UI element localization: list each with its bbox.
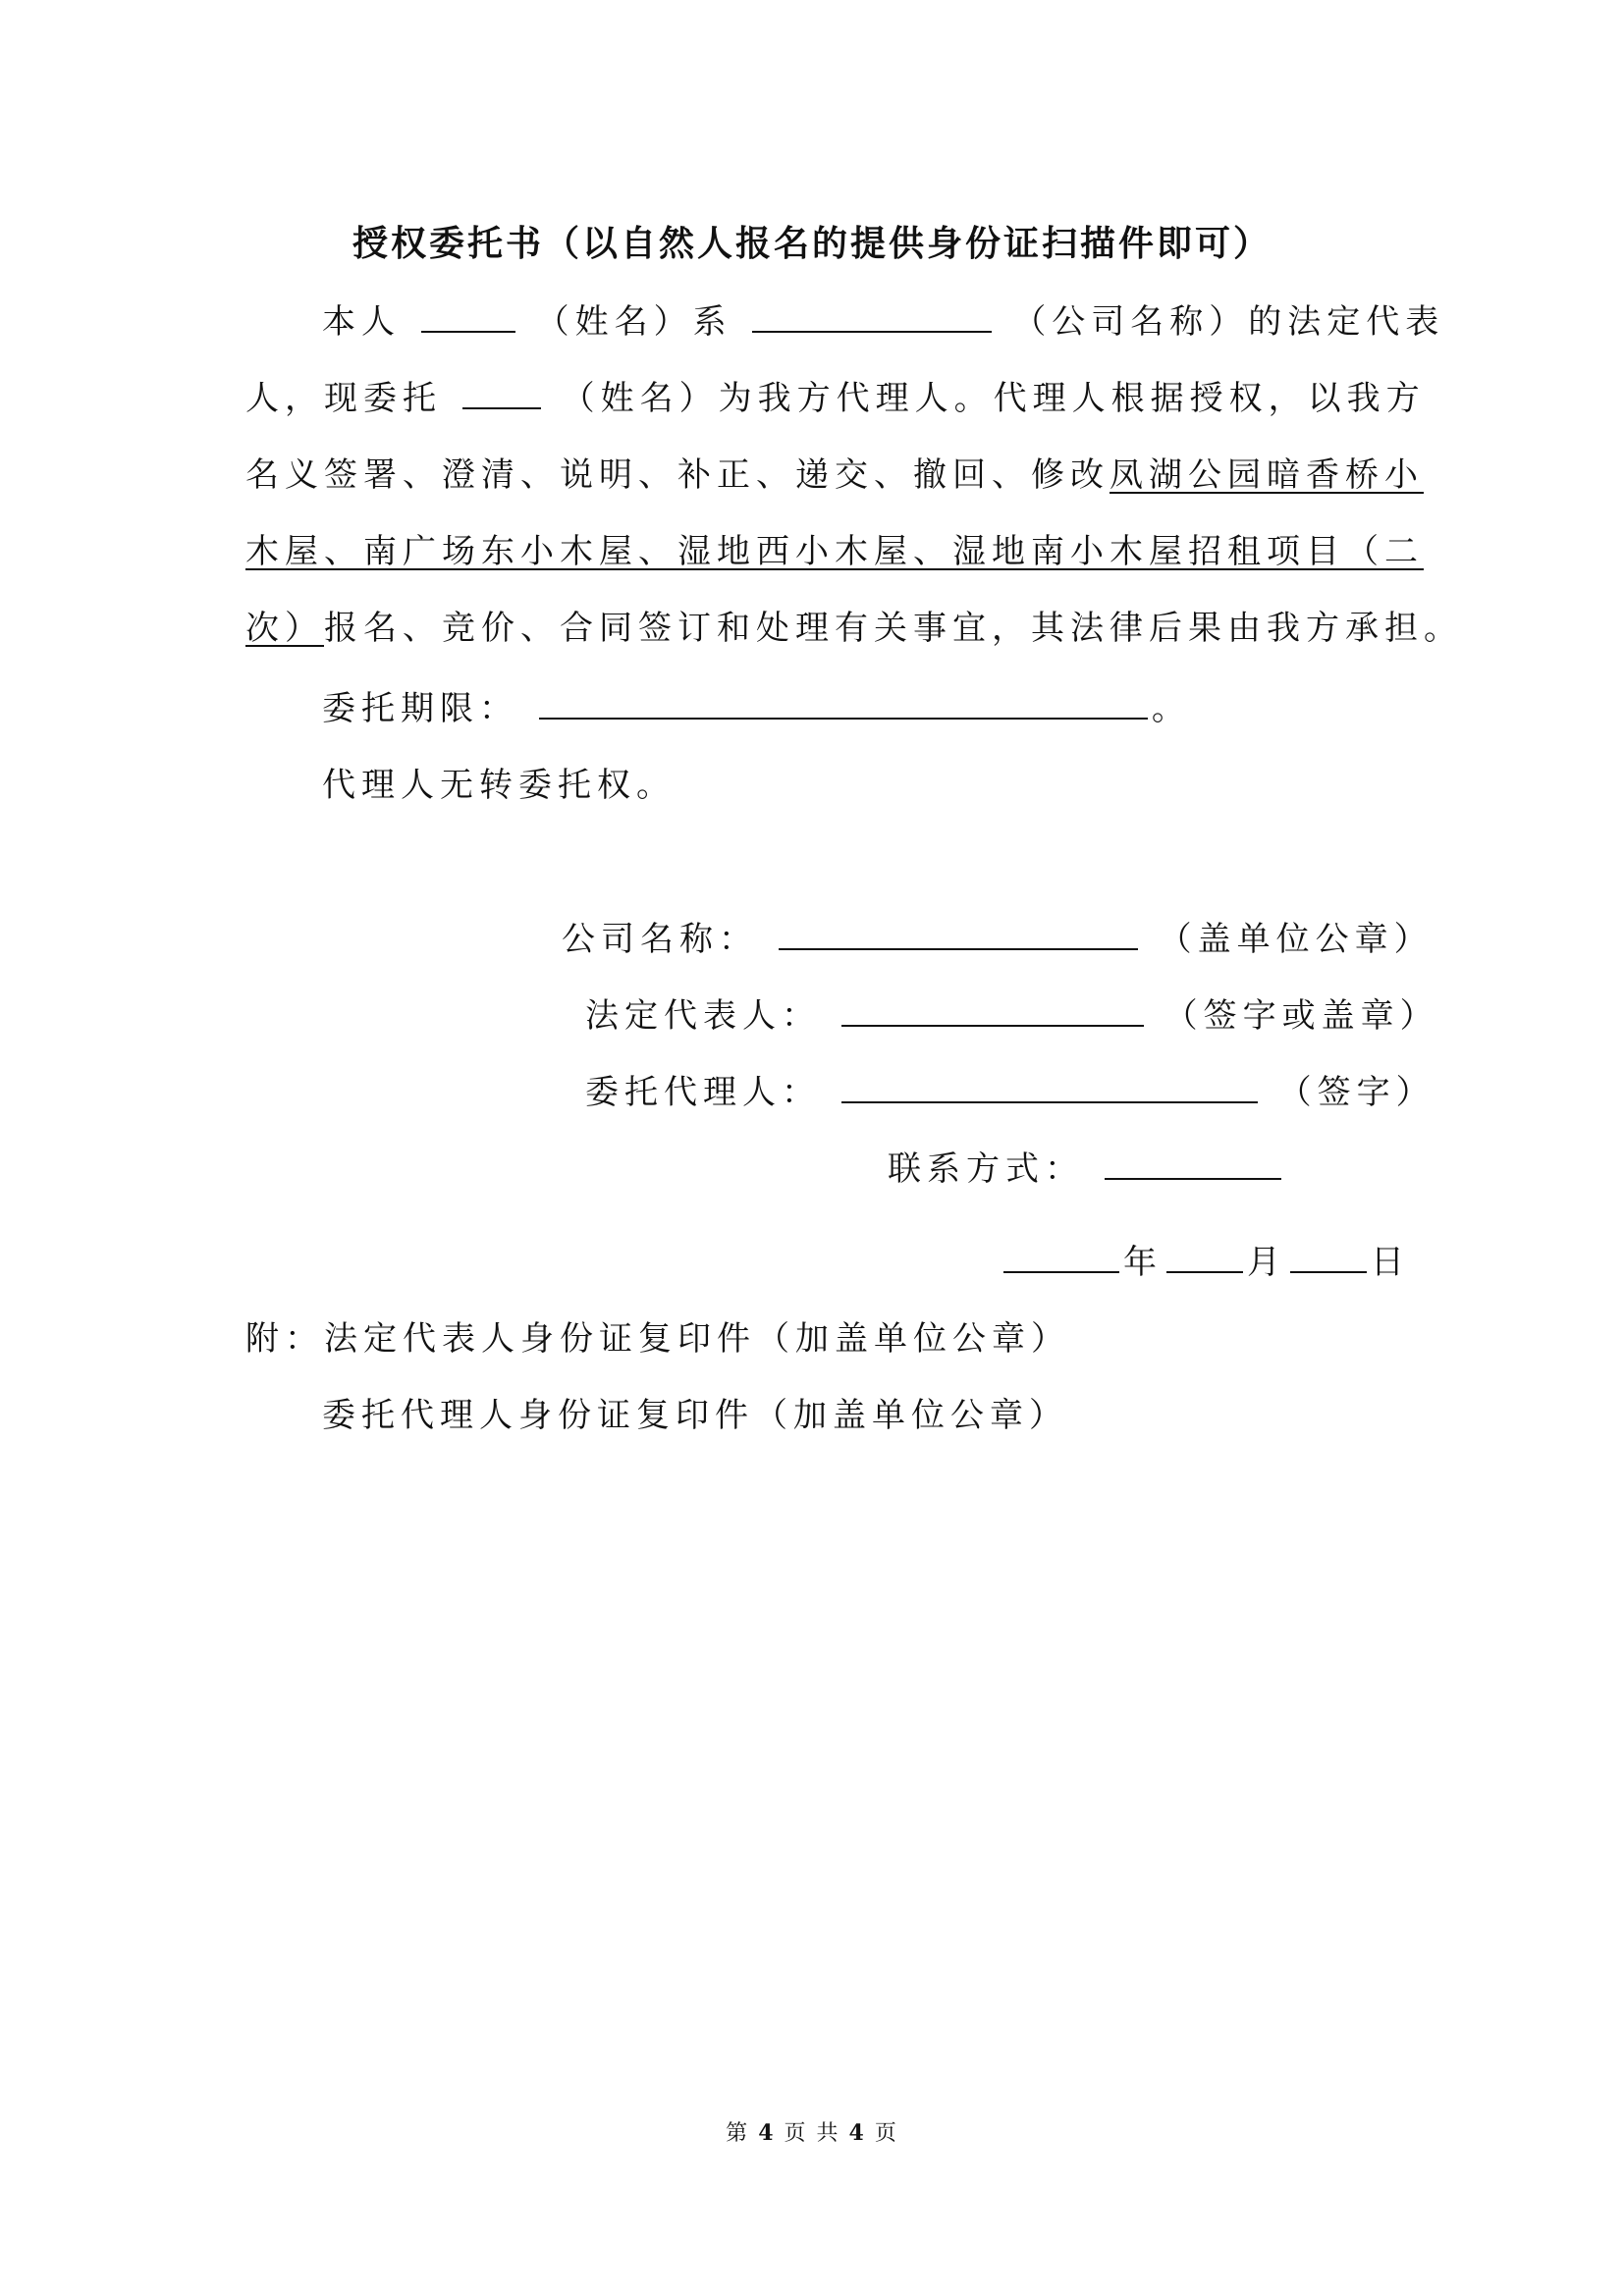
term-line: [322, 687, 1191, 730]
footer-prefix: 第: [726, 2121, 750, 2146]
text-company-suffix: （公司名称）的法定代表: [1012, 302, 1445, 342]
month-blank: [1166, 1242, 1243, 1273]
attachment-prefix: 附：: [245, 1319, 324, 1359]
attachment-item1: 法定代表人身份证复印件（加盖单位公章）: [324, 1319, 1070, 1359]
project-name-part1: 凤湖公园暗香桥小: [1110, 455, 1424, 495]
para1-line1: [322, 300, 1444, 344]
agent-name-blank: [462, 378, 541, 409]
legal-rep-note: （签字或盖章）: [1164, 996, 1439, 1036]
para1-line4: [245, 530, 1424, 573]
para1-line3: [245, 454, 1424, 497]
name-blank: [421, 301, 515, 333]
project-name-part3: 次）: [245, 609, 324, 648]
term-label: 委托期限：: [322, 689, 518, 728]
agent-note: （签字）: [1277, 1073, 1435, 1112]
text-matters: 报名、竞价、合同签订和处理有关事宜，其法律后果由我方承担。: [324, 609, 1463, 648]
term-end: 。: [1151, 689, 1191, 728]
agent-blank: [841, 1072, 1258, 1103]
para1-line5: [245, 607, 1463, 650]
month-label: 月: [1247, 1243, 1286, 1282]
legal-rep-sign-line: [585, 994, 1439, 1038]
no-subdelegation: 代理人无转委托权。: [322, 766, 676, 805]
contact-line: [888, 1148, 1285, 1191]
date-line: [1000, 1241, 1410, 1284]
footer-suffix: 页: [874, 2121, 898, 2146]
text-entrust: 人，现委托: [245, 379, 442, 418]
text-agent-clause: （姓名）为我方代理人。代理人根据授权，以我方: [561, 379, 1426, 418]
legal-rep-label: 法定代表人：: [585, 996, 821, 1036]
day-label: 日: [1371, 1243, 1410, 1282]
text-actions: 名义签署、澄清、说明、补正、递交、撤回、修改: [245, 455, 1110, 495]
document-title: 授权委托书（以自然人报名的提供身份证扫描件即可）: [352, 223, 1272, 264]
day-blank: [1290, 1242, 1367, 1273]
legal-rep-blank: [841, 995, 1144, 1027]
company-name-blank: [752, 301, 992, 333]
company-sign-line: [562, 918, 1434, 961]
year-blank: [1003, 1242, 1119, 1273]
text-benren: 本人: [322, 302, 401, 342]
company-sign-blank: [779, 919, 1138, 950]
company-label: 公司名称：: [562, 920, 758, 959]
footer-page-number: 4: [758, 2120, 776, 2146]
attachment-line1: [245, 1317, 1070, 1361]
para1-line2: [245, 377, 1426, 420]
agent-sign-line: [585, 1071, 1435, 1114]
page-footer: [0, 2116, 1624, 2147]
agent-label: 委托代理人：: [585, 1073, 821, 1112]
term-blank: [539, 688, 1148, 720]
text-name-suffix: （姓名）系: [535, 302, 732, 342]
attachment-line2: 委托代理人身份证复印件（加盖单位公章）: [322, 1396, 1068, 1435]
year-label: 年: [1123, 1243, 1163, 1282]
project-name-part2: 木屋、南广场东小木屋、湿地西小木屋、湿地南小木屋招租项目（二: [245, 532, 1424, 571]
footer-total-pages: 4: [848, 2120, 866, 2146]
contact-blank: [1105, 1148, 1281, 1180]
company-note: （盖单位公章）: [1158, 920, 1434, 959]
footer-middle: 页 共: [784, 2121, 840, 2146]
contact-label: 联系方式：: [888, 1149, 1084, 1189]
